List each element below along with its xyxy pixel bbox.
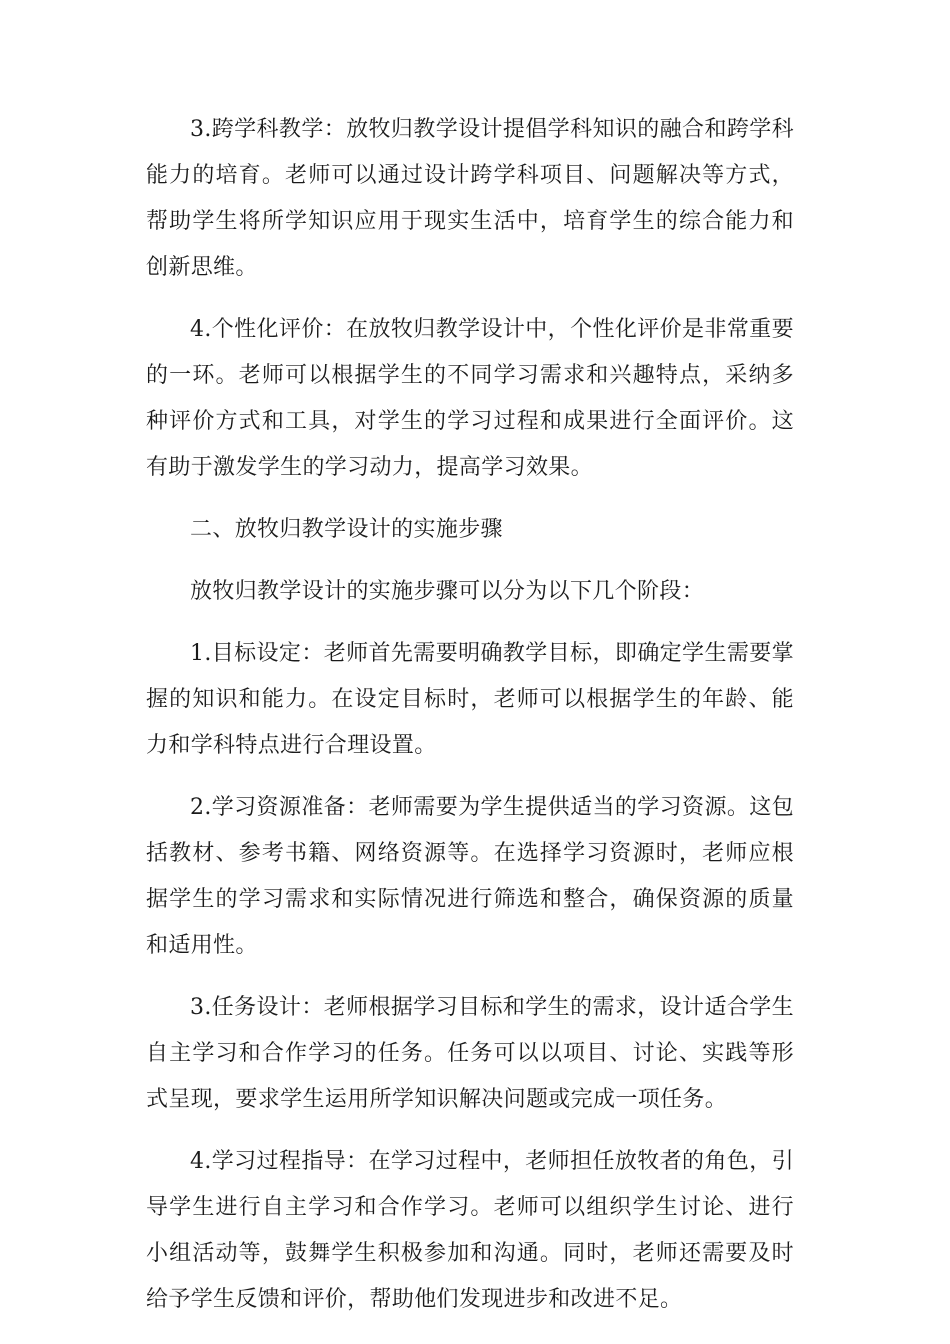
section-heading-implementation-steps: 二、放牧归教学设计的实施步骤	[190, 517, 503, 542]
paragraph-steps-intro: 放牧归教学设计的实施步骤可以分为以下几个阶段：	[190, 579, 705, 604]
paragraph-personalized-evaluation: 4.个性化评价：在放牧归教学设计中，个性化评价是非常重要的一环。老师可以根据学生的不同学习需求和兴趣特点，采纳多种评价方式和工具，对学生的学习过程和成果进行全面评价。这有助于激发学生的学习动力，提高学习效果。	[146, 317, 794, 480]
paragraph-process-guidance: 4.学习过程指导：在学习过程中，老师担任放牧者的角色，引导学生进行自主学习和合作学习。老师可以组织学生讨论、进行小组活动等，鼓舞学生积极参加和沟通。同时，老师还需要及时给予学生反馈和评价，帮助他们发现进步和改进不足。	[146, 1149, 794, 1312]
paragraph-interdisciplinary-teaching: 3.跨学科教学：放牧归教学设计提倡学科知识的融合和跨学科能力的培育。老师可以通过设计跨学科项目、问题解决等方式，帮助学生将所学知识应用于现实生活中，培育学生的综合能力和创新思维。	[146, 117, 794, 280]
paragraph-task-design: 3.任务设计：老师根据学习目标和学生的需求，设计适合学生自主学习和合作学习的任务。任务可以以项目、讨论、实践等形式呈现，要求学生运用所学知识解决问题或完成一项任务。	[146, 995, 794, 1112]
paragraph-resource-preparation: 2.学习资源准备：老师需要为学生提供适当的学习资源。这包括教材、参考书籍、网络资源等。在选择学习资源时，老师应根据学生的学习需求和实际情况进行筛选和整合，确保资源的质量和适用性。	[146, 795, 794, 958]
document-page	[146, 107, 794, 1339]
paragraph-goal-setting: 1.目标设定：老师首先需要明确教学目标，即确定学生需要掌握的知识和能力。在设定目标时，老师可以根据学生的年龄、能力和学科特点进行合理设置。	[146, 641, 794, 758]
